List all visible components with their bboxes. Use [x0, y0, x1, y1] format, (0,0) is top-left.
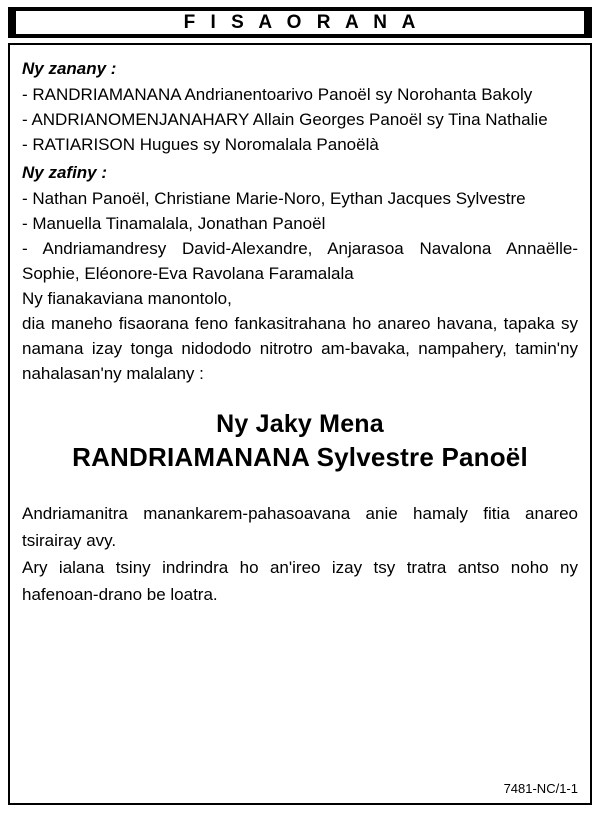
list-item: - Andriamandresy David-Alexandre, Anjarasoa Navalona Annaëlle-Sophie, Eléonore-Eva Ravolana Faramalala — [22, 239, 578, 283]
deceased-name: RANDRIAMANANA Sylvestre Panoël — [72, 442, 528, 472]
banner-bar — [8, 7, 592, 38]
children-label: Ny zanany : — [22, 59, 117, 78]
list-item: - RANDRIAMANANA Andrianentoarivo Panoël sy Norohanta Bakoly — [22, 85, 533, 104]
notice-frame — [8, 43, 592, 805]
closing-line: Ary ialana tsiny indrindra ho an'ireo izay tsy tratra antso noho ny hafenoan-drano be loatra. — [22, 558, 578, 604]
notice-content — [22, 53, 578, 608]
family-statement — [22, 286, 578, 386]
banner-title: F I S A O R A N A — [183, 11, 421, 33]
deceased-title: Ny Jaky Mena — [216, 410, 384, 438]
closing-line: Andriamanitra manankarem-pahasoavana anie hamaly fitia anareo tsirairay avy. — [22, 504, 578, 550]
list-item: - Manuella Tinamalala, Jonathan Panoël — [22, 214, 326, 233]
list-item: - RATIARISON Hugues sy Noromalala Panoëlà — [22, 135, 379, 154]
list-item: - ANDRIANOMENJANAHARY Allain Georges Panoël sy Tina Nathalie — [22, 110, 548, 129]
deceased-heading — [22, 408, 578, 474]
list-item: - Nathan Panoël, Christiane Marie-Noro, Eythan Jacques Sylvestre — [22, 189, 526, 208]
closing-statement — [22, 500, 578, 608]
family-line: dia maneho fisaorana feno fankasitrahana ho anareo havana, tapaka sy namana izay tonga nidododo nitrotro am-bavaka, nampahery, tamin'ny nahalasan'ny malalany : — [22, 314, 578, 383]
family-line: Ny fianakaviana manontolo, — [22, 289, 232, 308]
grandchildren-list — [22, 186, 578, 286]
reference-number: 7481-NC/1-1 — [503, 781, 578, 796]
grandchildren-label: Ny zafiny : — [22, 163, 108, 182]
children-list — [22, 82, 578, 157]
banner-inner — [16, 11, 584, 34]
